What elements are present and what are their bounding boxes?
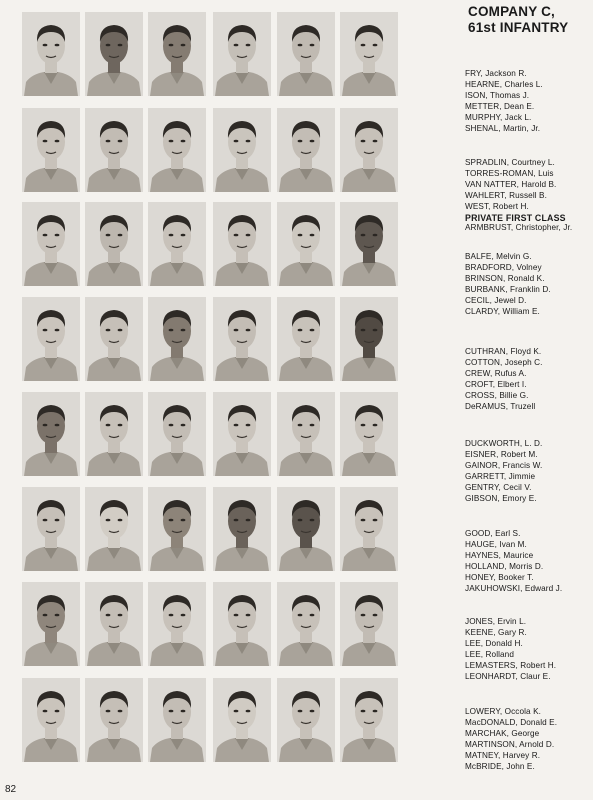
soldier-portrait xyxy=(22,392,80,476)
soldier-portrait xyxy=(277,12,335,96)
rank-heading: PRIVATE FIRST CLASS xyxy=(465,212,566,223)
name-group xyxy=(465,252,591,317)
soldier-portrait xyxy=(85,297,143,381)
soldier-portrait xyxy=(213,297,271,381)
soldier-portrait xyxy=(340,202,398,286)
soldier-name: LEMASTERS, Robert H. xyxy=(465,660,557,670)
soldier-portrait xyxy=(148,392,206,476)
soldier-portrait xyxy=(148,678,206,762)
soldier-name: WEST, Robert H. xyxy=(465,201,529,211)
soldier-portrait xyxy=(148,297,206,381)
soldier-portrait xyxy=(340,297,398,381)
soldier-portrait xyxy=(213,108,271,192)
soldier-name: HEARNE, Charles L. xyxy=(465,79,543,89)
soldier-name: HAUGE, Ivan M. xyxy=(465,539,527,549)
soldier-name: VAN NATTER, Harold B. xyxy=(465,179,557,189)
name-group xyxy=(465,69,591,134)
soldier-name: HAYNES, Maurice xyxy=(465,550,534,560)
soldier-name: LEE, Rolland xyxy=(465,649,514,659)
soldier-name: HOLLAND, Morris D. xyxy=(465,561,544,571)
soldier-name: LEONHARDT, Claur E. xyxy=(465,671,551,681)
soldier-name: CLARDY, William E. xyxy=(465,306,540,316)
soldier-name: BRADFORD, Volney xyxy=(465,262,542,272)
soldier-name: FRY, Jackson R. xyxy=(465,69,527,78)
soldier-portrait xyxy=(22,12,80,96)
company-title xyxy=(468,4,588,36)
soldier-name: TORRES-ROMAN, Luis xyxy=(465,168,554,178)
soldier-portrait xyxy=(213,582,271,666)
name-group xyxy=(465,439,591,504)
name-group xyxy=(465,158,591,234)
soldier-portrait xyxy=(148,12,206,96)
soldier-name: CUTHRAN, Floyd K. xyxy=(465,347,542,356)
soldier-name: MARCHAK, George xyxy=(465,728,540,738)
soldier-portrait xyxy=(277,108,335,192)
soldier-portrait xyxy=(148,108,206,192)
name-group xyxy=(465,347,591,412)
soldier-portrait xyxy=(22,202,80,286)
soldier-name: SPRADLIN, Courtney L. xyxy=(465,158,555,167)
soldier-portrait xyxy=(22,108,80,192)
soldier-name: McBRIDE, John E. xyxy=(465,761,535,771)
soldier-name: WAHLERT, Russell B. xyxy=(465,190,547,200)
soldier-portrait xyxy=(85,12,143,96)
soldier-portrait xyxy=(213,487,271,571)
soldier-name: ISON, Thomas J. xyxy=(465,90,530,100)
soldier-name: MATNEY, Harvey R. xyxy=(465,750,541,760)
soldier-portrait xyxy=(213,678,271,762)
soldier-portrait xyxy=(85,108,143,192)
soldier-name: JAKUHOWSKI, Edward J. xyxy=(465,583,563,593)
soldier-name: GENTRY, Cecil V. xyxy=(465,482,532,492)
soldier-name: COTTON, Joseph C. xyxy=(465,357,543,367)
soldier-name: CROFT, Elbert I. xyxy=(465,379,527,389)
soldier-name: LOWERY, Occola K. xyxy=(465,707,542,716)
soldier-portrait xyxy=(22,297,80,381)
soldier-name: KEENE, Gary R. xyxy=(465,627,527,637)
soldier-portrait xyxy=(340,582,398,666)
soldier-portrait xyxy=(148,582,206,666)
soldier-portrait xyxy=(340,487,398,571)
soldier-portrait xyxy=(277,582,335,666)
soldier-portrait xyxy=(85,392,143,476)
name-group xyxy=(465,529,591,594)
soldier-name: EISNER, Robert M. xyxy=(465,449,538,459)
soldier-portrait xyxy=(85,487,143,571)
soldier-portrait xyxy=(85,582,143,666)
soldier-name: GIBSON, Emory E. xyxy=(465,493,537,503)
soldier-portrait xyxy=(277,487,335,571)
soldier-name: BRINSON, Ronald K. xyxy=(465,273,545,283)
soldier-portrait xyxy=(22,678,80,762)
name-group xyxy=(465,707,591,772)
soldier-name: CECIL, Jewel D. xyxy=(465,295,527,305)
soldier-portrait xyxy=(277,297,335,381)
soldier-name: METTER, Dean E. xyxy=(465,101,535,111)
soldier-portrait xyxy=(277,678,335,762)
soldier-portrait xyxy=(340,392,398,476)
soldier-name: MARTINSON, Arnold D. xyxy=(465,739,555,749)
soldier-name: GARRETT, Jimmie xyxy=(465,471,536,481)
soldier-portrait xyxy=(213,12,271,96)
soldier-name: SHENAL, Martin, Jr. xyxy=(465,123,541,133)
soldier-name: ARMBRUST, Christopher, Jr. xyxy=(465,223,573,233)
soldier-portrait xyxy=(85,202,143,286)
soldier-name: BALFE, Melvin G. xyxy=(465,252,532,261)
soldier-name: MacDONALD, Donald E. xyxy=(465,717,558,727)
soldier-portrait xyxy=(340,678,398,762)
soldier-name: GOOD, Earl S. xyxy=(465,529,521,538)
soldier-name: HONEY, Booker T. xyxy=(465,572,534,582)
soldier-name: BURBANK, Franklin D. xyxy=(465,284,551,294)
page-number: 82 xyxy=(5,784,17,795)
soldier-portrait xyxy=(22,582,80,666)
soldier-name: LEE, Donald H. xyxy=(465,638,523,648)
soldier-name: CREW, Rufus A. xyxy=(465,368,527,378)
soldier-name: DeRAMUS, Truzell xyxy=(465,401,536,411)
soldier-portrait xyxy=(340,108,398,192)
soldier-portrait xyxy=(340,12,398,96)
soldier-name: DUCKWORTH, L. D. xyxy=(465,439,543,448)
soldier-portrait xyxy=(148,202,206,286)
soldier-name: CROSS, Billie G. xyxy=(465,390,529,400)
soldier-portrait xyxy=(213,392,271,476)
title-line-2: 61st INFANTRY xyxy=(468,20,569,35)
soldier-portrait xyxy=(22,487,80,571)
soldier-name: MURPHY, Jack L. xyxy=(465,112,532,122)
title-line-1: COMPANY C, xyxy=(468,4,556,19)
soldier-portrait xyxy=(277,392,335,476)
name-group xyxy=(465,617,591,682)
soldier-portrait xyxy=(85,678,143,762)
soldier-portrait xyxy=(148,487,206,571)
soldier-portrait xyxy=(213,202,271,286)
soldier-portrait xyxy=(277,202,335,286)
soldier-name: JONES, Ervin L. xyxy=(465,617,527,626)
soldier-name: GAINOR, Francis W. xyxy=(465,460,543,470)
